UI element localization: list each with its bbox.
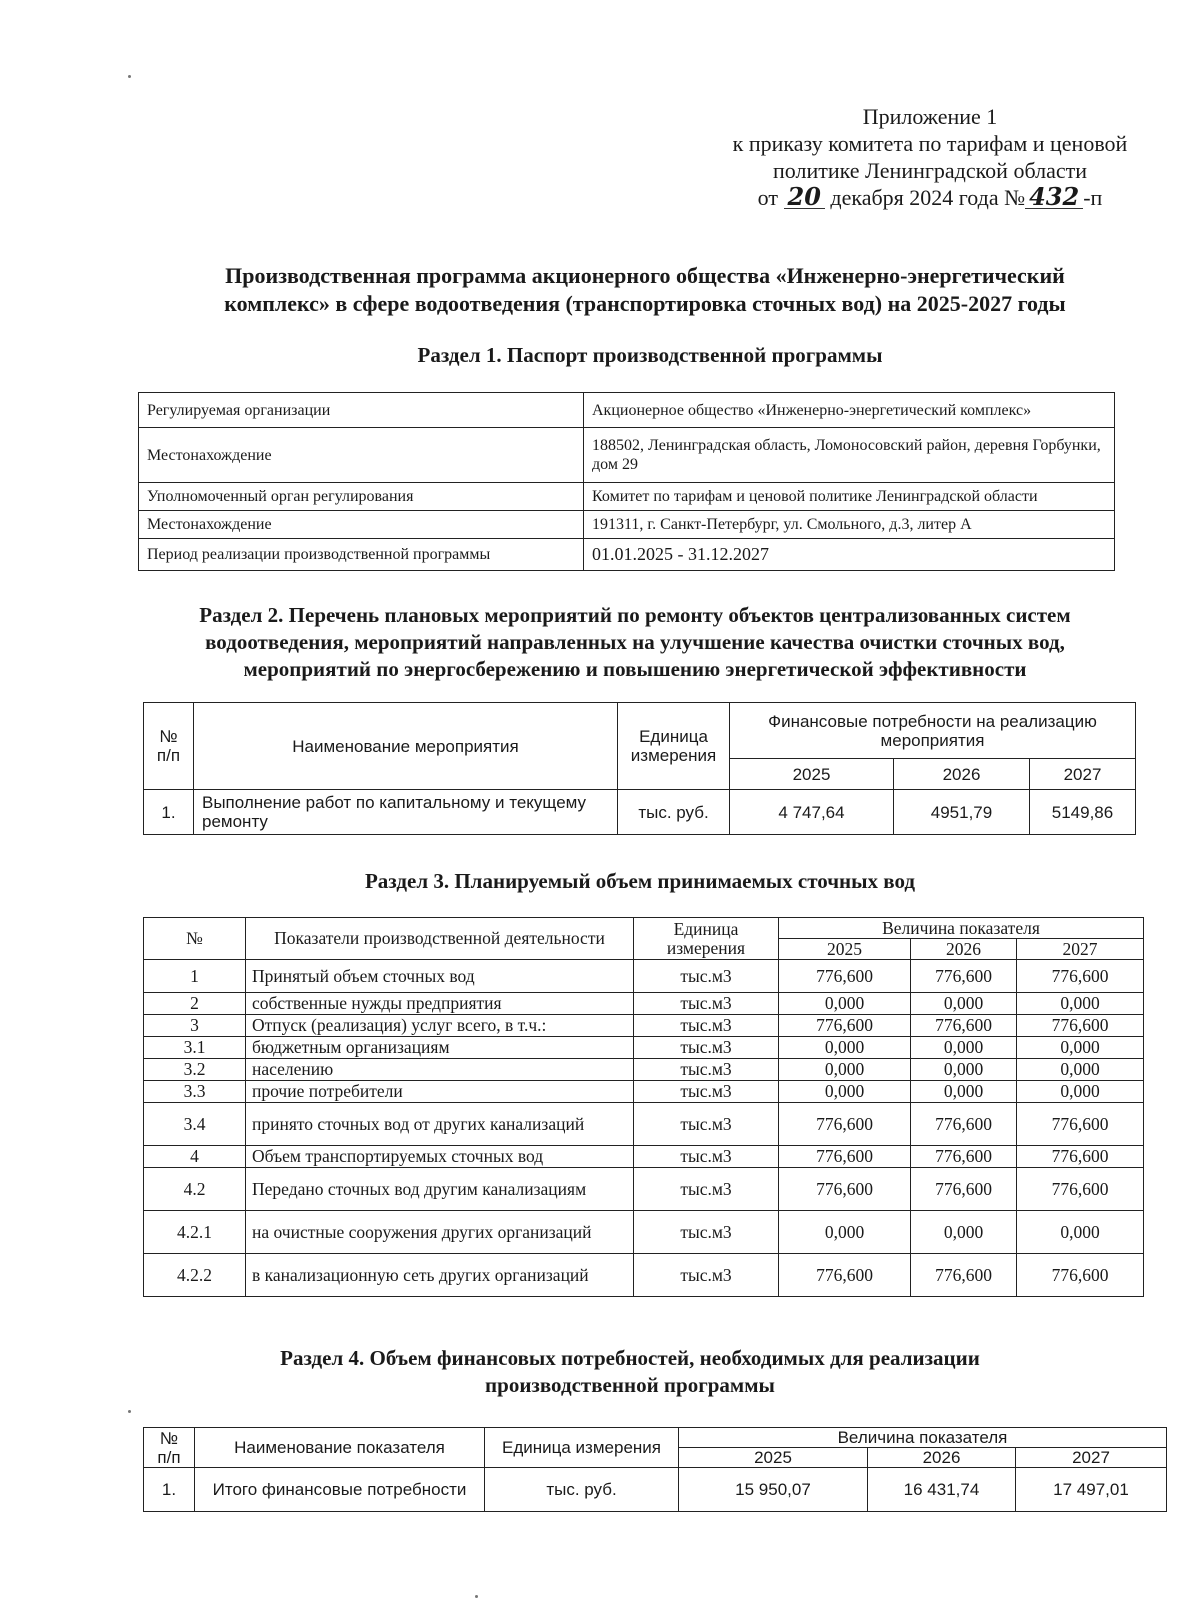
cell-indicator: бюджетным организациям	[246, 1037, 634, 1059]
date-middle: декабря 2024 года №	[830, 185, 1026, 210]
cell-value-2025: 776,600	[779, 1168, 911, 1211]
cell-unit: тыс.м3	[634, 1211, 779, 1254]
cell-value-2025: 776,600	[779, 1146, 911, 1168]
passport-label: Уполномоченный орган регулирования	[139, 483, 584, 511]
date-prefix: от	[757, 185, 778, 210]
cell-unit: тыс.м3	[634, 1103, 779, 1146]
cell-value-2026: 776,600	[911, 1254, 1017, 1297]
cell-value-2027: 0,000	[1017, 1081, 1144, 1103]
cell-unit: тыс. руб.	[485, 1468, 679, 1512]
cell-number: 3.1	[144, 1037, 246, 1059]
cell-unit: тыс.м3	[634, 1146, 779, 1168]
table-row	[144, 790, 1136, 835]
cell-value-2025: 0,000	[779, 1037, 911, 1059]
col-header-value: Величина показателя	[779, 918, 1144, 939]
cell-value-2025: 0,000	[779, 1211, 911, 1254]
cell-value-2026: 0,000	[911, 1059, 1017, 1081]
cell-value-2026: 776,600	[911, 960, 1017, 993]
cell-indicator: населению	[246, 1059, 634, 1081]
cell-number: 4.2	[144, 1168, 246, 1211]
section2-heading	[120, 602, 1150, 683]
section2-heading-line3: мероприятий по энергосбережению и повышению энергетической эффективности	[243, 657, 1027, 681]
cell-number: 1.	[144, 790, 194, 835]
cell-number: 3.2	[144, 1059, 246, 1081]
col-header-year: 2027	[1017, 939, 1144, 960]
section4-heading-line2: производственной программы	[485, 1373, 775, 1397]
scan-speck	[128, 75, 131, 78]
col-header-number: №	[144, 918, 246, 960]
cell-unit: тыс.м3	[634, 1015, 779, 1037]
cell-unit: тыс.м3	[634, 1254, 779, 1297]
table-row	[139, 483, 1115, 511]
passport-label: Местонахождение	[139, 428, 584, 483]
cell-number: 4	[144, 1146, 246, 1168]
col-header-value: Величина показателя	[679, 1428, 1167, 1448]
cell-value-2025: 0,000	[779, 1059, 911, 1081]
col-header-indicator: Наименование показателя	[195, 1428, 485, 1468]
cell-value-2025: 776,600	[779, 1103, 911, 1146]
table-row	[144, 1037, 1144, 1059]
cell-value-2026: 776,600	[911, 1146, 1017, 1168]
cell-indicator: в канализационную сеть других организаций	[246, 1254, 634, 1297]
cell-value-2027: 776,600	[1017, 1103, 1144, 1146]
col-header-year: 2026	[868, 1448, 1016, 1468]
col-header-year: 2027	[1030, 759, 1136, 790]
passport-value: 01.01.2025 - 31.12.2027	[584, 539, 1115, 571]
table-header-row	[144, 1428, 1167, 1448]
col-header-unit: Единица измерения	[485, 1428, 679, 1468]
passport-value: 191311, г. Санкт-Петербург, ул. Смольного, д.3, литер А	[584, 511, 1115, 539]
col-header-name: Наименование мероприятия	[194, 703, 618, 790]
col-header-number: № п/п	[144, 703, 194, 790]
cell-value-2026: 0,000	[911, 1081, 1017, 1103]
cell-value-2027: 0,000	[1017, 1059, 1144, 1081]
section2-heading-line1: Раздел 2. Перечень плановых мероприятий по ремонту объектов централизованных систем	[199, 603, 1071, 627]
cell-unit: тыс.м3	[634, 1081, 779, 1103]
cell-indicator: Объем транспортируемых сточных вод	[246, 1146, 634, 1168]
cell-value-2027: 776,600	[1017, 1146, 1144, 1168]
handwritten-day: 20	[784, 186, 825, 209]
cell-value-2027: 776,600	[1017, 1168, 1144, 1211]
col-header-indicator: Показатели производственной деятельности	[246, 918, 634, 960]
passport-label: Период реализации производственной программы	[139, 539, 584, 571]
table-header-row	[144, 918, 1144, 939]
col-header-financial-needs: Финансовые потребности на реализацию мероприятия	[730, 703, 1136, 759]
number-suffix: -п	[1083, 185, 1103, 210]
cell-number: 3	[144, 1015, 246, 1037]
col-header-year: 2025	[679, 1448, 868, 1468]
cell-unit: тыс.м3	[634, 1037, 779, 1059]
cell-value-2025: 0,000	[779, 1081, 911, 1103]
col-header-year: 2027	[1016, 1448, 1167, 1468]
cell-unit: тыс. руб.	[618, 790, 730, 835]
cell-value-2026: 0,000	[911, 993, 1017, 1015]
table-row	[144, 1468, 1167, 1512]
cell-unit: тыс.м3	[634, 1059, 779, 1081]
appendix-line1: Приложение 1	[862, 104, 998, 129]
cell-indicator: Принятый объем сточных вод	[246, 960, 634, 993]
cell-indicator: принято сточных вод от других канализаций	[246, 1103, 634, 1146]
table-row	[144, 993, 1144, 1015]
table-row	[144, 1211, 1144, 1254]
appendix-line3: политике Ленинградской области	[772, 158, 1087, 183]
col-header-number: № п/п	[144, 1428, 195, 1468]
section1-passport-table	[138, 392, 1115, 571]
cell-unit: тыс.м3	[634, 960, 779, 993]
col-header-year: 2025	[730, 759, 894, 790]
section2-heading-line2: водоотведения, мероприятий направленных на улучшение качества очистки сточных вод,	[205, 630, 1065, 654]
cell-value-2027: 776,600	[1017, 1015, 1144, 1037]
passport-label: Местонахождение	[139, 511, 584, 539]
cell-value-2025: 776,600	[779, 1254, 911, 1297]
table-row	[144, 1015, 1144, 1037]
section1-heading: Раздел 1. Паспорт производственной программы	[417, 343, 883, 367]
section3-heading: Раздел 3. Планируемый объем принимаемых сточных вод	[364, 869, 916, 893]
col-header-year: 2025	[779, 939, 911, 960]
col-header-unit: Единица измерения	[618, 703, 730, 790]
table-row	[144, 1103, 1144, 1146]
cell-unit: тыс.м3	[634, 993, 779, 1015]
section3-table-body	[144, 960, 1144, 1297]
cell-number: 1	[144, 960, 246, 993]
section4-finance-table	[143, 1427, 1167, 1512]
cell-number: 3.3	[144, 1081, 246, 1103]
cell-value-2026: 0,000	[911, 1211, 1017, 1254]
cell-value-2027: 0,000	[1017, 1037, 1144, 1059]
table-row	[144, 1168, 1144, 1211]
cell-value-2027: 0,000	[1017, 993, 1144, 1015]
table-row	[144, 1059, 1144, 1081]
cell-number: 4.2.2	[144, 1254, 246, 1297]
handwritten-order-number: 432	[1025, 186, 1083, 209]
appendix-line2: к приказу комитета по тарифам и ценовой	[732, 131, 1128, 156]
cell-value-2026: 776,600	[911, 1168, 1017, 1211]
cell-value-2025: 776,600	[779, 960, 911, 993]
appendix-header	[690, 103, 1170, 211]
scan-speck	[128, 1410, 131, 1413]
cell-indicator: собственные нужды предприятия	[246, 993, 634, 1015]
cell-value-2026: 776,600	[911, 1015, 1017, 1037]
cell-value-2025: 776,600	[779, 1015, 911, 1037]
appendix-date-line	[690, 184, 1170, 211]
title-line1: Производственная программа акционерного общества «Инженерно-энергетический	[225, 263, 1065, 288]
cell-unit: тыс.м3	[634, 1168, 779, 1211]
passport-label: Регулируемая организации	[139, 393, 584, 428]
col-header-year: 2026	[894, 759, 1030, 790]
cell-value-2026: 4951,79	[894, 790, 1030, 835]
table-row	[139, 539, 1115, 571]
passport-value: 188502, Ленинградская область, Ломоносовский район, деревня Горбунки, дом 29	[584, 428, 1115, 483]
cell-number: 1.	[144, 1468, 195, 1512]
cell-name: Итого финансовые потребности	[195, 1468, 485, 1512]
cell-value-2027: 0,000	[1017, 1211, 1144, 1254]
cell-value-2025: 15 950,07	[679, 1468, 868, 1512]
table-row	[144, 1254, 1144, 1297]
table-header-row	[144, 703, 1136, 759]
cell-name: Выполнение работ по капитальному и текущему ремонту	[194, 790, 618, 835]
cell-indicator: Отпуск (реализация) услуг всего, в т.ч.:	[246, 1015, 634, 1037]
col-header-unit: Единица измерения	[634, 918, 779, 960]
col-header-year: 2026	[911, 939, 1017, 960]
document-title	[150, 262, 1140, 318]
cell-value-2027: 776,600	[1017, 1254, 1144, 1297]
cell-value-2025: 4 747,64	[730, 790, 894, 835]
section2-measures-table	[143, 702, 1136, 835]
title-line2: комплекс» в сфере водоотведения (транспортировка сточных вод) на 2025-2027 годы	[224, 291, 1066, 316]
cell-number: 4.2.1	[144, 1211, 246, 1254]
table-row	[144, 960, 1144, 993]
cell-value-2026: 16 431,74	[868, 1468, 1016, 1512]
cell-value-2027: 17 497,01	[1016, 1468, 1167, 1512]
section4-heading	[180, 1345, 1080, 1399]
table-row	[144, 1146, 1144, 1168]
cell-indicator: на очистные сооружения других организаций	[246, 1211, 634, 1254]
scan-speck	[475, 1595, 478, 1598]
passport-value: Комитет по тарифам и ценовой политике Ленинградской области	[584, 483, 1115, 511]
table-row	[139, 511, 1115, 539]
table-row	[144, 1081, 1144, 1103]
passport-value: Акционерное общество «Инженерно-энергетический комплекс»	[584, 393, 1115, 428]
cell-indicator: Передано сточных вод другим канализациям	[246, 1168, 634, 1211]
table-row	[139, 393, 1115, 428]
cell-value-2027: 5149,86	[1030, 790, 1136, 835]
cell-value-2027: 776,600	[1017, 960, 1144, 993]
cell-indicator: прочие потребители	[246, 1081, 634, 1103]
cell-number: 3.4	[144, 1103, 246, 1146]
section3-wastewater-table	[143, 917, 1144, 1297]
cell-value-2026: 776,600	[911, 1103, 1017, 1146]
cell-number: 2	[144, 993, 246, 1015]
section4-heading-line1: Раздел 4. Объем финансовых потребностей, необходимых для реализации	[280, 1346, 980, 1370]
cell-value-2025: 0,000	[779, 993, 911, 1015]
cell-value-2026: 0,000	[911, 1037, 1017, 1059]
table-row	[139, 428, 1115, 483]
